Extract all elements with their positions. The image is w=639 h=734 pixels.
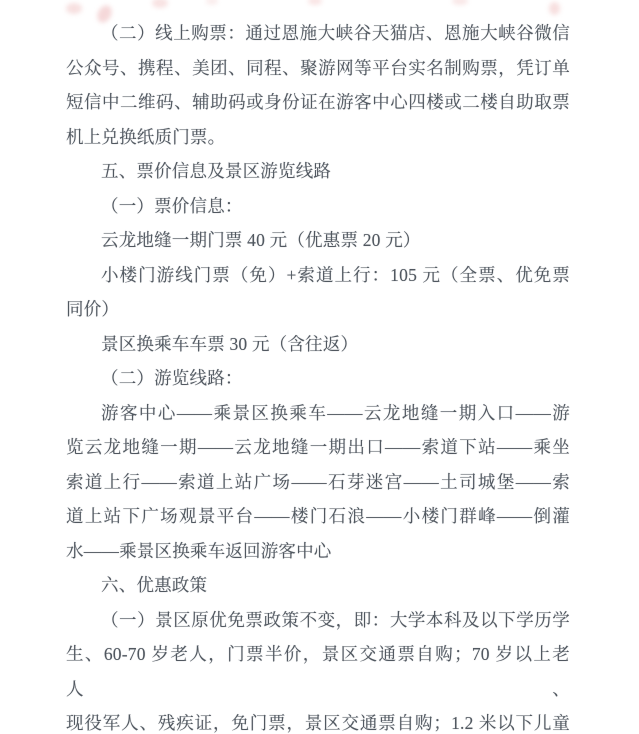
text-line-online-purchase-2: 公众号、携程、美团、同程、聚游网等平台实名制购票，凭订单 (66, 57, 570, 78)
scan-smudge (152, 0, 168, 8)
text-line-price-info-heading: （一）票价信息： (101, 195, 243, 216)
text-line-online-purchase-1: （二）线上购票：通过恩施大峡谷天猫店、恩施大峡谷微信 (101, 23, 570, 43)
text-line-price-xiaoloumen-1: 小楼门游线门票（免）+索道上行：105 元（全票、优免票 (101, 264, 570, 285)
scan-smudge (206, 0, 218, 5)
text-line-online-purchase-4: 机上兑换纸质门票。 (66, 126, 226, 147)
text-line-route-1: 游客中心——乘景区换乘车——云龙地缝一期入口——游 (101, 402, 570, 423)
text-line-discount-policy-1: （一）景区原优免票政策不变，即：大学本科及以下学历学 (101, 609, 570, 630)
text-line-online-purchase-3: 短信中二维码、辅助码或身份证在游客中心四楼或二楼自助取票 (66, 92, 570, 112)
scan-smudge (452, 0, 468, 5)
text-line-route-4: 道上站下广场观景平台——楼门石浪——小楼门群峰——倒灌 (66, 506, 570, 526)
text-line-section5-heading: 五、票价信息及景区游览线路 (101, 161, 332, 181)
text-line-route-3: 索道上行——索道上站广场——石芽迷宫——土司城堡——索 (66, 471, 570, 492)
text-line-section6-heading: 六、优惠政策 (101, 575, 208, 595)
text-line-route-5: 水——乘景区换乘车返回游客中心 (66, 540, 332, 561)
text-line-price-yunlong: 云龙地缝一期门票 40 元（优惠票 20 元） (101, 230, 421, 250)
scan-smudge (66, 3, 82, 14)
document-text (66, 16, 570, 734)
text-line-discount-policy-3: 现役军人、残疾证，免门票，景区交通票自购；1.2 米以下儿童 (66, 713, 570, 733)
text-line-route-2: 览云龙地缝一期——云龙地缝一期出口——索道下站——乘坐 (66, 437, 570, 457)
text-line-price-xiaoloumen-2: 同价） (66, 299, 120, 319)
scan-smudge (308, 0, 322, 5)
text-line-price-shuttle: 景区换乘车车票 30 元（含往返） (101, 333, 359, 354)
scan-smudge (549, 2, 560, 15)
text-line-route-heading: （二）游览线路： (101, 368, 243, 388)
text-line-discount-policy-2: 生、60-70 岁老人，门票半价，景区交通票自购；70 岁以上老人、 (66, 644, 570, 699)
